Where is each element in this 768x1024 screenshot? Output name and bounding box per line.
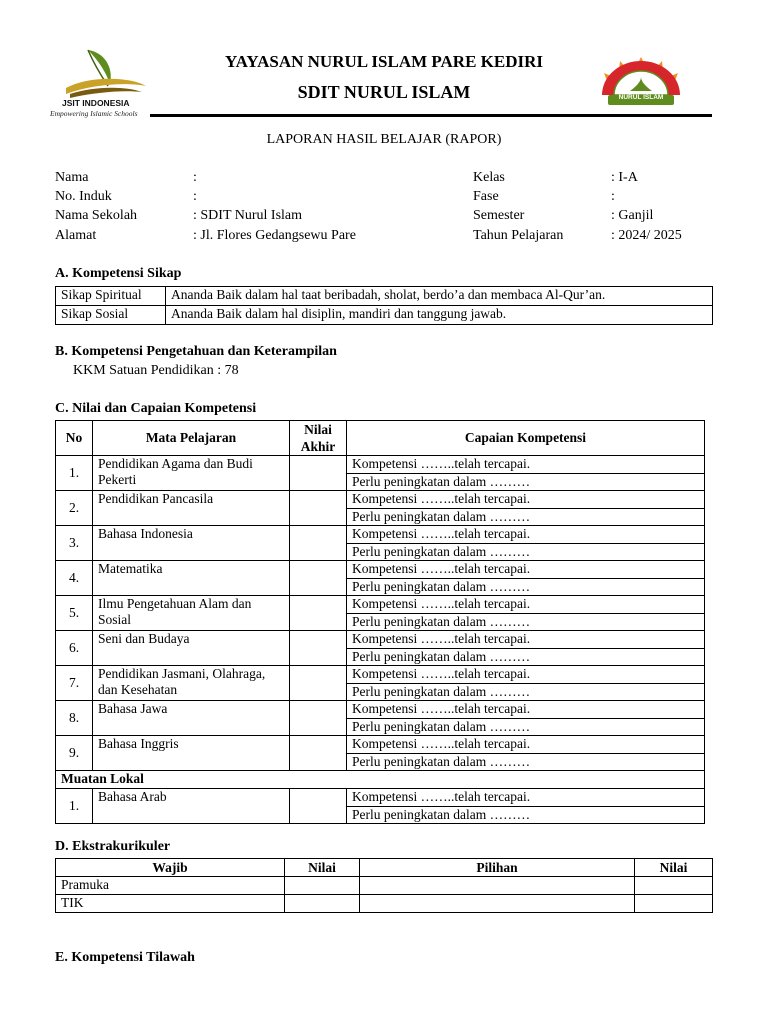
label-no-induk: No. Induk [55,189,112,204]
value-alamat: : Jl. Flores Gedangsewu Pare [193,228,356,243]
achievement-improve: Perlu peningkatan dalam ……… [347,806,705,824]
header-achievement: Capaian Kompetensi [347,421,705,456]
table-header-row [56,859,713,877]
achievement-improve: Perlu peningkatan dalam ……… [347,613,705,631]
subject-name: Bahasa Arab [93,789,290,824]
table-row [56,789,705,807]
desc-cell: Ananda Baik dalam hal disiplin, mandiri dan tanggung jawab. [166,306,713,325]
table-row [56,631,705,649]
section-e-title: E. Kompetensi Tilawah [55,950,195,965]
local-content-title: Muatan Lokal [56,771,705,789]
value-no-induk: : [193,189,197,204]
subject-score [290,596,347,631]
subject-no: 9. [56,736,93,771]
achievement-reached: Kompetensi ……..telah tercapai. [347,596,705,614]
optional-cell [360,895,635,913]
header-score-required: Nilai [285,859,360,877]
table-row [56,596,705,614]
subject-score [290,456,347,491]
value-nama: : [193,170,197,185]
achievement-reached: Kompetensi ……..telah tercapai. [347,631,705,649]
table-row [56,877,713,895]
score-cell [285,877,360,895]
subject-name: Ilmu Pengetahuan Alam dan Sosial [93,596,290,631]
achievement-reached: Kompetensi ……..telah tercapai. [347,789,705,807]
table-row [56,491,705,509]
header-score: Nilai Akhir [290,421,347,456]
subject-score [290,789,347,824]
subject-score [290,561,347,596]
subject-name: Pendidikan Pancasila [93,491,290,526]
label-nama: Nama [55,170,89,185]
section-b-title: B. Kompetensi Pengetahuan dan Keterampilan [55,344,337,359]
value-kelas: : I-A [611,170,638,185]
score-cell [285,895,360,913]
subject-no: 6. [56,631,93,666]
achievement-improve: Perlu peningkatan dalam ……… [347,648,705,666]
table-header-row [56,421,705,456]
table-row [56,771,705,789]
subject-name: Seni dan Budaya [93,631,290,666]
achievement-reached: Kompetensi ……..telah tercapai. [347,736,705,754]
label-tahun-pelajaran: Tahun Pelajaran [473,228,564,243]
label-kelas: Kelas [473,170,505,185]
score-cell [635,877,713,895]
required-activity: TIK [56,895,285,913]
aspect-cell: Sikap Spiritual [56,287,166,306]
achievement-reached: Kompetensi ……..telah tercapai. [347,491,705,509]
header-score-optional: Nilai [635,859,713,877]
attitude-table [55,286,713,325]
subject-name: Matematika [93,561,290,596]
value-tahun-pelajaran: : 2024/ 2025 [611,228,682,243]
header-subject: Mata Pelajaran [93,421,290,456]
grades-table [55,420,705,824]
report-title: LAPORAN HASIL BELAJAR (RAPOR) [266,132,502,147]
aspect-cell: Sikap Sosial [56,306,166,325]
jsit-logo-tagline: Empowering Islamic Schools [50,109,138,118]
achievement-improve: Perlu peningkatan dalam ……… [347,683,705,701]
table-row [56,456,705,474]
table-row [56,666,705,684]
subject-no: 1. [56,789,93,824]
achievement-reached: Kompetensi ……..telah tercapai. [347,526,705,544]
section-d-title: D. Ekstrakurikuler [55,839,171,854]
subject-name: Bahasa Indonesia [93,526,290,561]
subject-no: 1. [56,456,93,491]
achievement-reached: Kompetensi ……..telah tercapai. [347,701,705,719]
subject-name: Pendidikan Agama dan Budi Pekerti [93,456,290,491]
achievement-reached: Kompetensi ……..telah tercapai. [347,666,705,684]
header-no: No [56,421,93,456]
jsit-logo-text: JSIT INDONESIA [62,98,130,108]
subject-score [290,666,347,701]
header-divider [150,114,712,117]
value-fase: : [611,189,615,204]
label-nama-sekolah: Nama Sekolah [55,208,138,223]
achievement-improve: Perlu peningkatan dalam ……… [347,578,705,596]
section-c-title: C. Nilai dan Capaian Kompetensi [55,401,257,416]
value-nama-sekolah: : SDIT Nurul Islam [193,208,303,223]
required-activity: Pramuka [56,877,285,895]
subject-no: 8. [56,701,93,736]
label-alamat: Alamat [55,228,97,243]
school-name: SDIT NURUL ISLAM [297,82,471,102]
subject-no: 2. [56,491,93,526]
subject-no: 4. [56,561,93,596]
table-row [56,895,713,913]
table-row [56,701,705,719]
school-badge-text: NURUL ISLAM [618,94,664,101]
subject-no: 3. [56,526,93,561]
achievement-reached: Kompetensi ……..telah tercapai. [347,561,705,579]
achievement-improve: Perlu peningkatan dalam ……… [347,508,705,526]
subject-score [290,701,347,736]
subject-score [290,736,347,771]
achievement-improve: Perlu peningkatan dalam ……… [347,543,705,561]
subject-no: 5. [56,596,93,631]
achievement-improve: Perlu peningkatan dalam ……… [347,753,705,771]
subject-score [290,526,347,561]
optional-cell [360,877,635,895]
achievement-improve: Perlu peningkatan dalam ……… [347,718,705,736]
table-row [56,287,713,306]
subject-score [290,491,347,526]
section-a-title: A. Kompetensi Sikap [55,266,182,281]
subject-name: Bahasa Inggris [93,736,290,771]
subject-name: Pendidikan Jasmani, Olahraga, dan Kesehatan [93,666,290,701]
table-row [56,561,705,579]
foundation-name: YAYASAN NURUL ISLAM PARE KEDIRI [224,52,544,71]
value-semester: : Ganjil [611,208,654,223]
table-row [56,306,713,325]
subject-no: 7. [56,666,93,701]
label-fase: Fase [473,189,499,204]
kkm-text: KKM Satuan Pendidikan : 78 [73,363,239,378]
table-row [56,736,705,754]
subject-score [290,631,347,666]
desc-cell: Ananda Baik dalam hal taat beribadah, sholat, berdo’a dan membaca Al-Qur’an. [166,287,713,306]
achievement-improve: Perlu peningkatan dalam ……… [347,473,705,491]
extracurricular-table [55,858,713,913]
header-required: Wajib [56,859,285,877]
score-cell [635,895,713,913]
table-row [56,526,705,544]
achievement-reached: Kompetensi ……..telah tercapai. [347,456,705,474]
subject-name: Bahasa Jawa [93,701,290,736]
label-semester: Semester [473,208,525,223]
header-optional: Pilihan [360,859,635,877]
